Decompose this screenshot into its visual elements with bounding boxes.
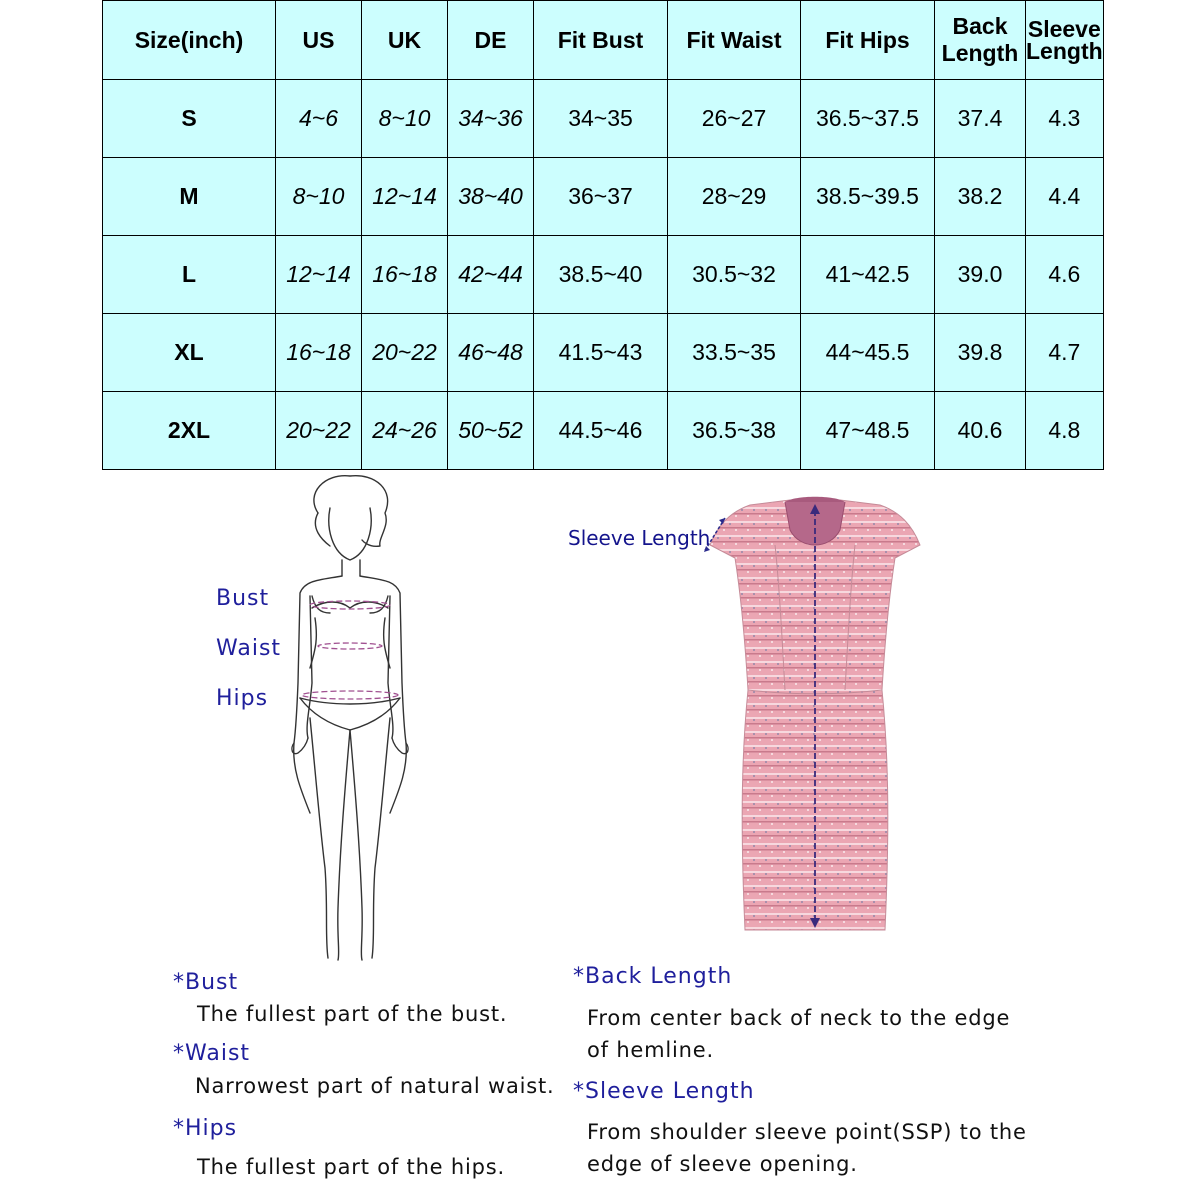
def-sleeve-length-title: *Sleeve Length bbox=[573, 1079, 755, 1104]
header-de: DE bbox=[448, 1, 534, 80]
header-fit-waist: Fit Waist bbox=[668, 1, 801, 80]
def-back-length-line2: of hemline. bbox=[587, 1038, 714, 1062]
def-hips-text: The fullest part of the hips. bbox=[197, 1155, 505, 1179]
de-cell: 46~48 bbox=[448, 314, 534, 392]
dress-illustration bbox=[690, 490, 940, 940]
table-row bbox=[103, 236, 1104, 314]
us-cell: 12~14 bbox=[276, 236, 362, 314]
size-chart-table bbox=[102, 0, 1104, 470]
header-size: Size(inch) bbox=[103, 1, 276, 80]
def-back-length-title: *Back Length bbox=[573, 964, 733, 989]
bust-cell: 38.5~40 bbox=[534, 236, 668, 314]
sleeve-length-cell: 4.3 bbox=[1026, 80, 1104, 158]
def-bust-title: *Bust bbox=[173, 970, 239, 995]
de-cell: 34~36 bbox=[448, 80, 534, 158]
bust-cell: 44.5~46 bbox=[534, 392, 668, 470]
hips-cell: 36.5~37.5 bbox=[801, 80, 935, 158]
de-cell: 38~40 bbox=[448, 158, 534, 236]
uk-cell: 12~14 bbox=[362, 158, 448, 236]
waist-cell: 30.5~32 bbox=[668, 236, 801, 314]
uk-cell: 24~26 bbox=[362, 392, 448, 470]
bust-label: Bust bbox=[216, 586, 270, 611]
bust-cell: 41.5~43 bbox=[534, 314, 668, 392]
back-length-cell: 39.0 bbox=[935, 236, 1026, 314]
us-cell: 20~22 bbox=[276, 392, 362, 470]
sleeve-length-cell: 4.7 bbox=[1026, 314, 1104, 392]
header-uk: UK bbox=[362, 1, 448, 80]
uk-cell: 16~18 bbox=[362, 236, 448, 314]
def-bust-text: The fullest part of the bust. bbox=[197, 1002, 508, 1026]
waist-cell: 33.5~35 bbox=[668, 314, 801, 392]
waist-label: Waist bbox=[216, 636, 282, 661]
table-row bbox=[103, 158, 1104, 236]
bust-cell: 36~37 bbox=[534, 158, 668, 236]
header-us: US bbox=[276, 1, 362, 80]
def-hips-title: *Hips bbox=[173, 1116, 238, 1141]
uk-cell: 20~22 bbox=[362, 314, 448, 392]
header-fit-bust: Fit Bust bbox=[534, 1, 668, 80]
uk-cell: 8~10 bbox=[362, 80, 448, 158]
table-row bbox=[103, 314, 1104, 392]
body-outline-illustration bbox=[270, 468, 440, 968]
sleeve-length-cell: 4.4 bbox=[1026, 158, 1104, 236]
hips-cell: 41~42.5 bbox=[801, 236, 935, 314]
back-length-cell: 38.2 bbox=[935, 158, 1026, 236]
sleeve-length-cell: 4.6 bbox=[1026, 236, 1104, 314]
back-length-cell: 37.4 bbox=[935, 80, 1026, 158]
size-cell: M bbox=[103, 158, 276, 236]
table-header-row bbox=[103, 1, 1104, 80]
sleeve-length-cell: 4.8 bbox=[1026, 392, 1104, 470]
def-waist-title: *Waist bbox=[173, 1041, 251, 1066]
hips-cell: 47~48.5 bbox=[801, 392, 935, 470]
back-length-cell: 40.6 bbox=[935, 392, 1026, 470]
header-sleeve-length: Sleeve Length bbox=[1026, 1, 1104, 80]
size-cell: XL bbox=[103, 314, 276, 392]
header-back-length: Back Length bbox=[935, 1, 1026, 80]
waist-cell: 26~27 bbox=[668, 80, 801, 158]
sleeve-length-label: Sleeve Length bbox=[568, 526, 711, 550]
de-cell: 42~44 bbox=[448, 236, 534, 314]
waist-cell: 36.5~38 bbox=[668, 392, 801, 470]
hips-cell: 38.5~39.5 bbox=[801, 158, 935, 236]
hips-cell: 44~45.5 bbox=[801, 314, 935, 392]
us-cell: 16~18 bbox=[276, 314, 362, 392]
waist-cell: 28~29 bbox=[668, 158, 801, 236]
bust-cell: 34~35 bbox=[534, 80, 668, 158]
de-cell: 50~52 bbox=[448, 392, 534, 470]
back-length-cell: 39.8 bbox=[935, 314, 1026, 392]
hips-label: Hips bbox=[216, 686, 269, 711]
def-sleeve-length-line1: From shoulder sleeve point(SSP) to the bbox=[587, 1120, 1027, 1144]
def-sleeve-length-line2: edge of sleeve opening. bbox=[587, 1152, 858, 1176]
us-cell: 8~10 bbox=[276, 158, 362, 236]
def-waist-text: Narrowest part of natural waist. bbox=[195, 1074, 555, 1098]
size-cell: 2XL bbox=[103, 392, 276, 470]
size-cell: S bbox=[103, 80, 276, 158]
table-row bbox=[103, 392, 1104, 470]
size-cell: L bbox=[103, 236, 276, 314]
us-cell: 4~6 bbox=[276, 80, 362, 158]
def-back-length-line1: From center back of neck to the edge bbox=[587, 1006, 1011, 1030]
header-fit-hips: Fit Hips bbox=[801, 1, 935, 80]
table-row bbox=[103, 80, 1104, 158]
